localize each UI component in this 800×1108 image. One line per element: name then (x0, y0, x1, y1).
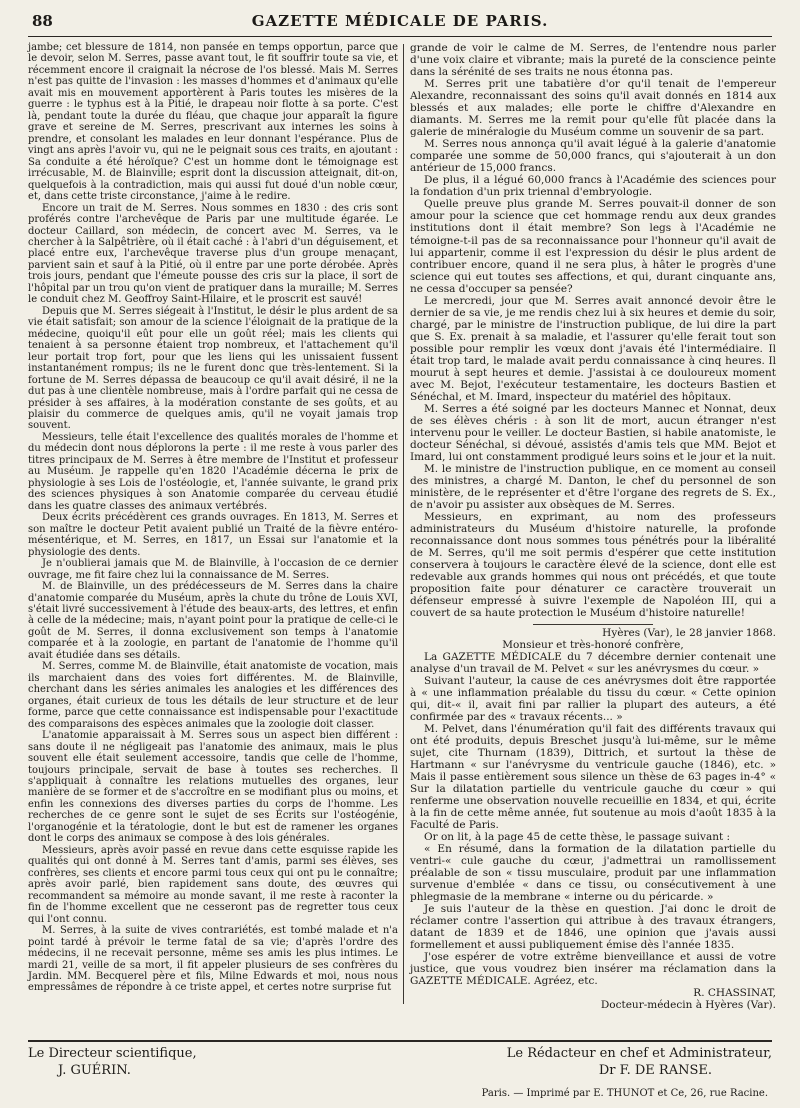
paragraph: Depuis que M. Serres siégeait à l'Institut, le désir le plus ardent de sa vie était satisfait; son amour de la science l'éloignait de la pratique de la médecine, quoiqu'il eût pour elle un goût réel; mais les clients qui tenaient à sa personne étaient trop nombreux, et l'attachement qu'il leur portait trop fort, pour que les liens qui les unissaient fussent instantanément rompus; ils ne le furent donc que très-lentement. Si la fortune de M. Serres dépassa de beaucoup ce qu'il avait désiré, il ne la dut pas à une clientèle nombreuse, mais à l'ordre parfait qui ne cessa de présider à ses affaires, à la modération constante de ses goûts, et au plaisir du commerce de quelques amis, qu'il ne voyait jamais trop souvent. (28, 305, 398, 432)
editor-title: Le Rédacteur en chef et Administrateur, (506, 1046, 772, 1061)
signature-title: Docteur-médecin à Hyères (Var). (600, 999, 776, 1012)
paragraph: M. Serres prit une tabatière d'or qu'il tenait de l'empereur Alexandre, reconnaissant des soins qu'il avait donnés en 1814 aux blessés et aux malades; elle porte le chiffre d'Alexandre en diamants. M. Serres me la remit pour qu'elle fût placée dans la galerie de minéralogie du Muséum comme un souvenir de sa part. (410, 78, 776, 139)
editor-name: Dr F. DE RANSE. (598, 1063, 712, 1078)
director-title: Le Directeur scientifique, (28, 1046, 197, 1061)
paragraph: Je n'oublierai jamais que M. de Blainville, à l'occasion de ce dernier ouvrage, me fit faire chez lui la connaissance de M. Serres. (28, 558, 398, 581)
paragraph: grande de voir le calme de M. Serres, de l'entendre nous parler d'une voix claire et vibrante; mais la pureté de la conscience peinte dans la sérénité de ses traits ne nous étonna pas. (410, 42, 776, 79)
page-number: 88 (32, 12, 53, 30)
paragraph: Messieurs, après avoir passé en revue dans cette esquisse rapide les qualités qui ont donné à M. Serres tant d'amis, parmi ses élèves, ses confrères, ses clients et encore parmi tous ceux qui ont pu le connaître; après avoir parlé, bien rapidement sans doute, des œuvres qui recommandent sa mémoire au monde savant, il me reste à raconter la fin de l'homme excellent que ne cesseront pas de regretter tous ceux qui l'ont connu. (28, 844, 398, 925)
letter-paragraph: Suivant l'auteur, la cause de ces anévrysmes doit être rapportée à « une inflammation préalable du tissu du cœur. « Cette opinion qui, dit-« il, avait fini par rallier la plupart des auteurs, a été confirmée par des « travaux récents... » (410, 674, 776, 723)
letter-date: Hyères (Var), le 28 janvier 1868. (602, 626, 776, 639)
paragraph: Messieurs, en exprimant, au nom des professeurs administrateurs du Muséum d'histoire naturelle, la profonde reconnaissance dont nous sommes tous pénétrés pour la libéralité de M. Serres, qu'il me soit permis d'espérer que cette institution conservera à toujours le caractère élevé de la science, dont elle est redevable aux grands hommes qui nous ont précédés, et que toute proposition faite pour dénaturer ce caractère trouverait un défenseur empressé à suivre l'exemple de Napoléon III, qui a couvert de sa haute protection le Muséum d'histoire naturelle! (410, 511, 776, 620)
paragraph: De plus, il a légué 60,000 francs à l'Académie des sciences pour la fondation d'un prix triennal d'embryologie. (410, 174, 776, 199)
footer-rule (28, 1040, 772, 1042)
paragraph: M. de Blainville, un des prédécesseurs de M. Serres dans la chaire d'anatomie comparée du Muséum, après la chute du trône de Louis XVI, s'était livré successivement à l'étude des beaux-arts, des lettres, et enfin à celle de la médecine; mais, n'ayant point pour la pratique de celle-ci le goût de M. Serres, il donna exclusivement son temps à l'anatomie comparée et à la zoologie, en partant de l'anatomie de l'homme qu'il avait étudiée dans ses détails. (28, 581, 398, 661)
paragraph: Le mercredi, jour que M. Serres avait annoncé devoir être le dernier de sa vie, je me rendis chez lui à six heures et demie du soir, chargé, par le ministre de l'instruction publique, de lui dire la part que S. Ex. prenait à sa maladie, et l'assurer qu'elle ferait tout son possible pour remplir les vœux dont j'avais été l'intermédiaire. Il était trop tard, le malade avait perdu connaissance à cinq heures. Il mourut à sept heures et demie. J'assistai à ce douloureux moment avec M. Bejot, l'exécuteur testamentaire, les docteurs Bastien et Sénéchal, et M. Imard, inspecteur du matériel des hôpitaux. (410, 294, 776, 403)
paragraph: M. le ministre de l'instruction publique, en ce moment au conseil des ministres, a chargé M. Danton, le chef du personnel de son ministère, de le représenter et d'être l'organe des regrets de S. Ex., de n'avoir pu assister aux obsèques de M. Serres. (410, 463, 776, 512)
letter-paragraph: « En résumé, dans la formation de la dilatation partielle du ventri-« cule gauche du cœur, j'admettrai un ramollissement préalable de son « tissu musculaire, produit par une inflammation survenue d'emblée « dans ce tissu, ou consécutivement à une phlegmasie de la membrane « interne ou du péricarde. » (410, 843, 776, 904)
paragraph: jambe; cet blessure de 1814, non pansée en temps opportun, parce que le devoir, selon M. Serres, passe avant tout, le fit souffrir toute sa vie, et récemment encore il craignait la nécrose de l'os blessé. Mais M. Serres n'est pas quitte de l'invasion : les masses d'hommes et d'animaux qu'elle avait mis en mouvement apportèrent à Paris toutes les misères de la guerre : le typhus est à la Pitié, le drapeau noir flotte à sa porte. C'est là, pendant toute la durée du fléau, que chaque jour apparaît la figure grave et sereine de M. Serres, prescrivant aux internes les soins à prendre, et consolant les malades en leur donnant l'espérance. Plus de vingt ans après l'avoir vu, qui ne le peignait sous ces traits, en ajoutant : Sa conduite a été héroïque? C'est un homme dont le témoignage est irrécusable, M. de Blainville; esprit dont la discussion atteignait, dit-on, quelquefois à la contradiction, mais qui aussi fut doué d'un noble cœur, et, dans cette triste circonstance, j'aime à le redire. (28, 42, 398, 203)
paragraph: Messieurs, telle était l'excellence des qualités morales de l'homme et du médecin dont nous déplorons la perte : il me reste à vous parler des titres principaux de M. Serres à être membre de l'Institut et professeur au Muséum. Je rappelle qu'en 1820 l'Académie décerna le prix de physiologie à ses Lois de l'ostéologie, et, l'année suivante, le grand prix des sciences physiques à son Anatomie comparée du cerveau étudié dans les quatre classes des animaux vertébrés. (28, 431, 398, 512)
page-footer (28, 1040, 772, 1099)
paragraph: L'anatomie apparaissait à M. Serres sous un aspect bien différent : sans doute il ne négligeait pas l'anatomie des animaux, mais le plus souvent elle était seulement accessoire, tandis que celle de l'homme, toujours principale, servait de base à toutes ses recherches. Il s'appliquait à connaître les relations mutuelles des organes, leur manière de se former et de s'accroître en se modifiant plus ou moins, et enfin les connexions des diverses parties du corps de l'homme. Les recherches de ce genre sont le sujet de ses Écrits sur l'ostéogénie, l'organogénie et la tératologie, dont le but est de ramener les organes dont le corps des animaux se compose à des lois générales. (28, 730, 398, 845)
letter-paragraph: Or on lit, à la page 45 de cette thèse, le passage suivant : (424, 831, 731, 844)
letter-salutation: Monsieur et très-honoré confrère, (502, 638, 684, 651)
paragraph: M. Serres, comme M. de Blainville, était anatomiste de vocation, mais ils marchaient dans des voies fort différentes. M. de Blainville, cherchant dans les séries animales les analogies et les différences des organes, était curieux de tous les détails de leur structure et de leur forme, parce que cette connaissance est indispensable pour l'exactitude des comparaisons des espèces animales que la zoologie doit classer. (28, 661, 398, 730)
left-column (28, 42, 398, 994)
section-rule (533, 624, 653, 625)
director-name: J. GUÉRIN. (58, 1063, 131, 1078)
footer-director (28, 1046, 388, 1080)
right-column (410, 42, 776, 1012)
letter-paragraph: J'ose espérer de votre extrême bienveillance et aussi de votre justice, que vous voudrez bien insérer ma réclamation dans la GAZETTE MÉDICALE. Agréez, etc. (410, 951, 776, 988)
letter-paragraph: La GAZETTE MÉDICALE du 7 décembre dernier contenait une analyse d'un travail de M. Pelvet « sur les anévrysmes du cœur. » (410, 650, 776, 675)
paragraph: Quelle preuve plus grande M. Serres pouvait-il donner de son amour pour la science que cet hommage rendu aux deux grandes institutions dont il était membre? Son legs à l'Académie ne témoigne-t-il pas de sa reconnaissance pour l'honneur qu'il avait de lui appartenir, comme il est l'expression du désir le plus ardent de contribuer encore, quand il ne sera plus, à hâter le progrès d'une science qui eut toutes ses affections, et qui, durant cinquante ans, ne cessa d'occuper sa pensée? (410, 198, 776, 295)
paragraph: M. Serres, à la suite de vives contrariétés, est tombé malade et n'a point tardé à prévoir le terme fatal de sa vie; d'après l'ordre des médecins, il ne recevait personne, même ses amis les plus intimes. Le mardi 21, veille de sa mort, il fit appeler plusieurs de ses confrères du Jardin. MM. Becquerel père et fils, Milne Edwards et moi, nous nous empressâmes de répondre à ce triste appel, et certes notre surprise fut (28, 925, 398, 994)
paragraph: M. Serres nous annonça qu'il avait légué à la galerie d'anatomie comparée une somme de 50,000 francs, qui s'ajouterait à un don antérieur de 15,000 francs. (410, 138, 776, 175)
paragraph: Encore un trait de M. Serres. Nous sommes en 1830 : des cris sont proférés contre l'archevêque de Paris par une multitude égarée. Le docteur Caillard, son médecin, de concert avec M. Serres, va le chercher à la Salpêtrière, où il était caché : à l'abri d'un déguisement, et placé entre eux, l'archevêque traverse plus d'un groupe menaçant, parvient sain et sauf à la Pitié, où il entre par une porte dérobée. Après trois jours, pendant que l'émeute pousse des cris sur la place, il sort de l'hôpital par un trou qu'on vient de pratiquer dans la muraille; M. Serres le conduit chez M. Geoffroy Saint-Hilaire, et le proscrit est sauvé! (28, 202, 398, 306)
letter-paragraph: Je suis l'auteur de la thèse en question. J'ai donc le droit de réclamer contre l'assertion qui attribue à des travaux étrangers, datant de 1839 et de 1846, une opinion que j'avais aussi formellement et aussi publiquement émise dès l'année 1835. (410, 903, 776, 952)
page-header (28, 10, 772, 37)
signature-name: R. CHASSINAT, (693, 987, 776, 1000)
paragraph: Deux écrits précédèrent ces grands ouvrages. En 1813, M. Serres et son maître le docteur Petit avaient publié un Traité de la fièvre entéro-mésentérique, et M. Serres, en 1817, un Essai sur l'anatomie et la physiologie des dents. (28, 512, 398, 558)
journal-title: GAZETTE MÉDICALE DE PARIS. (251, 12, 549, 30)
letter-paragraph: M. Pelvet, dans l'énumération qu'il fait des différents travaux qui ont été produits, depuis Breschet jusqu'à lui-même, sur le même sujet, cite Thurnam (1839), Dittrich, et surtout la thèse de Hartmann « sur l'anévrysme du ventricule gauche (1846), etc. » Mais il passe entièrement sous silence un thèse de 63 pages in-4° « Sur la dilatation partielle du ventricule gauche du cœur » qui renferme une observation nouvelle recueillie en 1834, et qui, écrite à la fin de cette même année, fut soutenue au mois d'août 1835 à la Faculté de Paris. (410, 722, 776, 831)
printer-line: Paris. — Imprimé par E. THUNOT et Ce, 26, rue Racine. (481, 1088, 768, 1099)
column-divider (403, 44, 404, 1004)
footer-editor (412, 1046, 772, 1080)
paragraph: M. Serres a été soigné par les docteurs Mannec et Nonnat, deux de ses élèves chéris : à son lit de mort, aucun étranger n'est intervenu pour le veiller. Le docteur Bastien, si habile anatomiste, le docteur Sénéchal, si dévoué, assistés d'amis tels que MM. Bejot et Imard, lui ont constamment prodigué leurs soins et le jour et la nuit. (410, 402, 776, 464)
